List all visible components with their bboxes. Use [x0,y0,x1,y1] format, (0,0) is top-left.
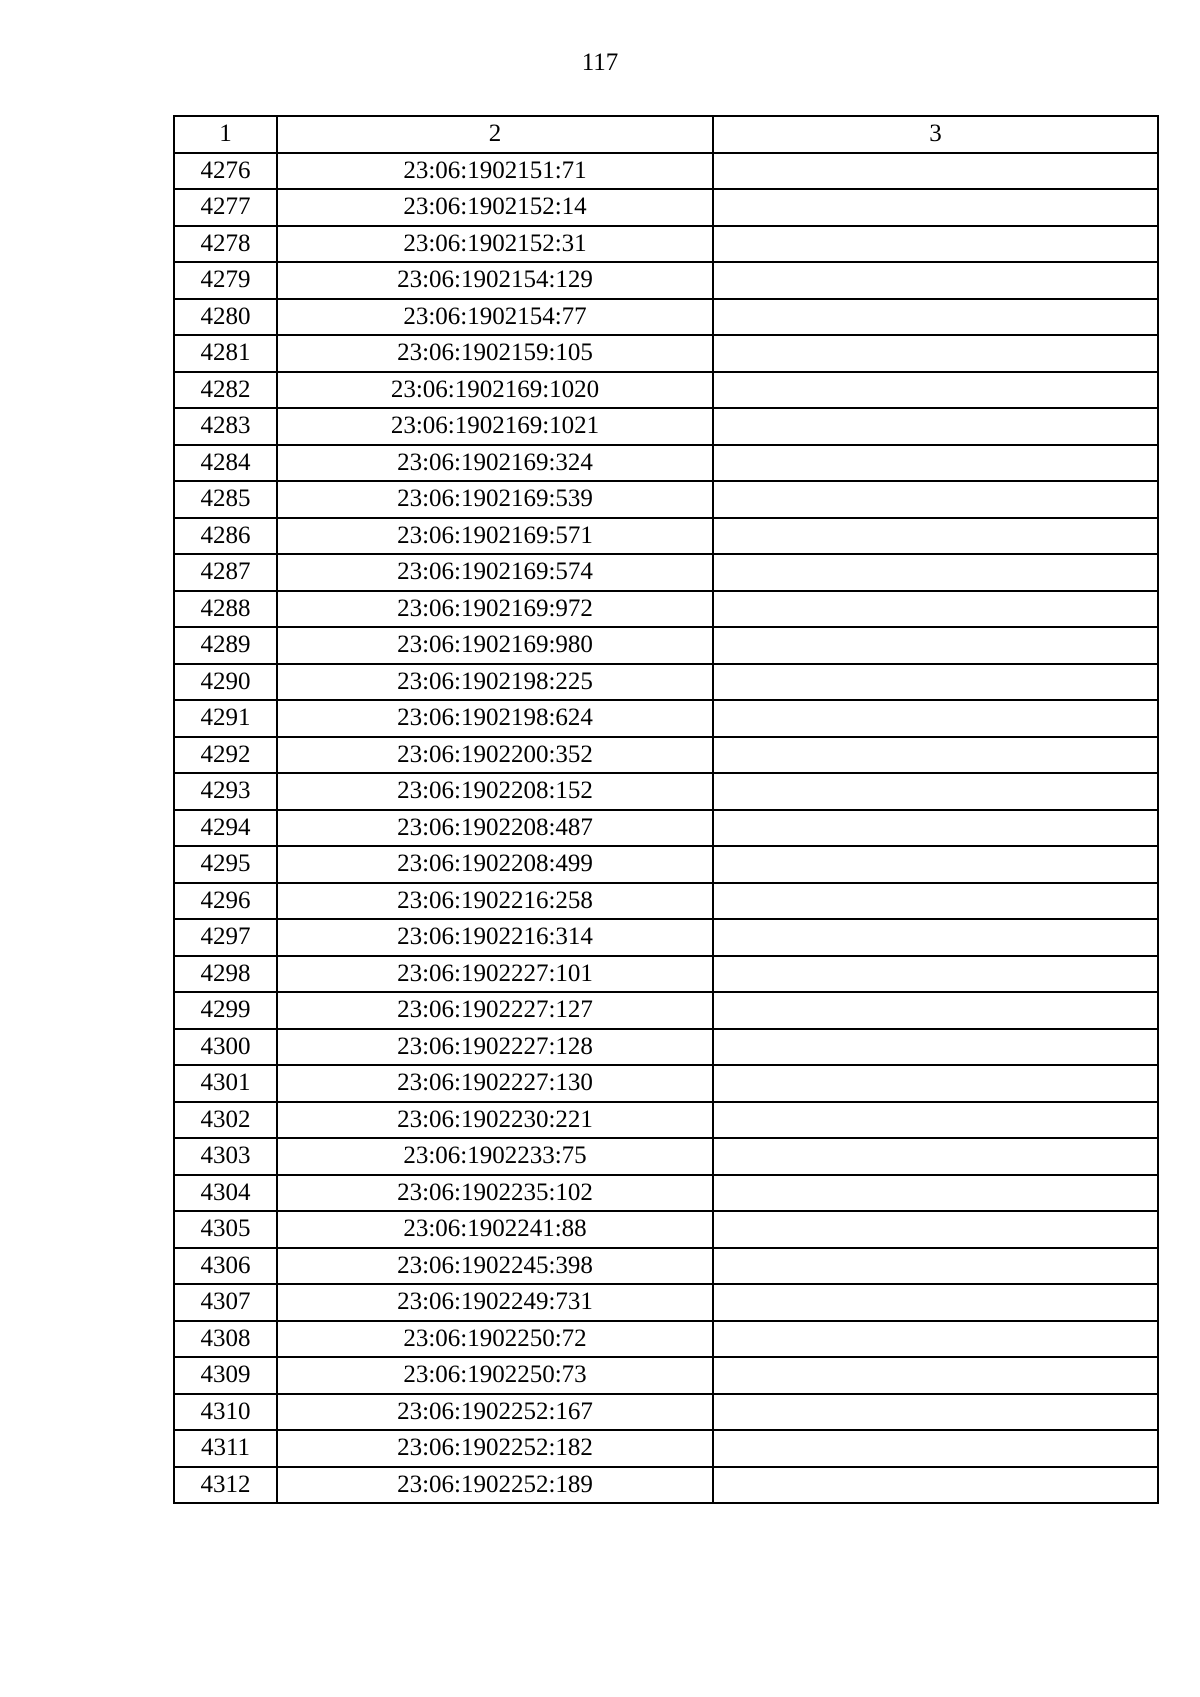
cadastral-number-cell: 23:06:1902169:324 [277,445,713,482]
note-cell [713,700,1158,737]
row-number-cell: 4292 [174,737,277,774]
table-row [174,883,1158,920]
page-number: 117 [581,49,619,76]
row-number-cell: 4299 [174,992,277,1029]
note-cell [713,408,1158,445]
note-cell [713,153,1158,190]
note-cell [713,1138,1158,1175]
table-row [174,737,1158,774]
table-row [174,1394,1158,1431]
cadastral-number-cell: 23:06:1902241:88 [277,1211,713,1248]
cadastral-number-cell: 23:06:1902252:167 [277,1394,713,1431]
cadastral-number-cell: 23:06:1902169:571 [277,518,713,555]
row-number-cell: 4305 [174,1211,277,1248]
cadastral-table [173,115,1159,1504]
row-number-cell: 4291 [174,700,277,737]
note-cell [713,481,1158,518]
note-cell [713,992,1158,1029]
table-row [174,1138,1158,1175]
cadastral-number-cell: 23:06:1902154:129 [277,262,713,299]
row-number-cell: 4284 [174,445,277,482]
cadastral-number-cell: 23:06:1902252:182 [277,1430,713,1467]
cadastral-number-cell: 23:06:1902198:624 [277,700,713,737]
table-row [174,1029,1158,1066]
row-number-cell: 4302 [174,1102,277,1139]
cadastral-number-cell: 23:06:1902169:972 [277,591,713,628]
note-cell [713,919,1158,956]
cadastral-number-cell: 23:06:1902152:31 [277,226,713,263]
note-cell [713,335,1158,372]
row-number-cell: 4296 [174,883,277,920]
cadastral-number-cell: 23:06:1902227:130 [277,1065,713,1102]
column-header-3: 3 [713,116,1158,153]
cadastral-number-cell: 23:06:1902245:398 [277,1248,713,1285]
table-row [174,445,1158,482]
note-cell [713,664,1158,701]
table-row [174,554,1158,591]
row-number-cell: 4295 [174,846,277,883]
cadastral-number-cell: 23:06:1902198:225 [277,664,713,701]
row-number-cell: 4282 [174,372,277,409]
row-number-cell: 4294 [174,810,277,847]
row-number-cell: 4278 [174,226,277,263]
table-row [174,1065,1158,1102]
table-row [174,591,1158,628]
table-body [174,116,1158,1503]
cadastral-number-cell: 23:06:1902159:105 [277,335,713,372]
row-number-cell: 4290 [174,664,277,701]
note-cell [713,773,1158,810]
table-header-row [174,116,1158,153]
table-row [174,299,1158,336]
row-number-cell: 4286 [174,518,277,555]
table-row [174,1175,1158,1212]
table-row [174,1467,1158,1504]
table-row [174,481,1158,518]
row-number-cell: 4298 [174,956,277,993]
table-row [174,518,1158,555]
note-cell [713,1357,1158,1394]
note-cell [713,518,1158,555]
table-row [174,664,1158,701]
cadastral-number-cell: 23:06:1902250:72 [277,1321,713,1358]
note-cell [713,956,1158,993]
table-row [174,1211,1158,1248]
table-row [174,810,1158,847]
row-number-cell: 4283 [174,408,277,445]
row-number-cell: 4301 [174,1065,277,1102]
row-number-cell: 4297 [174,919,277,956]
note-cell [713,846,1158,883]
cadastral-number-cell: 23:06:1902169:980 [277,627,713,664]
note-cell [713,1394,1158,1431]
column-header-2: 2 [277,116,713,153]
cadastral-number-cell: 23:06:1902252:189 [277,1467,713,1504]
cadastral-number-cell: 23:06:1902169:1021 [277,408,713,445]
row-number-cell: 4293 [174,773,277,810]
cadastral-number-cell: 23:06:1902216:314 [277,919,713,956]
table-row [174,408,1158,445]
table-row [174,226,1158,263]
cadastral-number-cell: 23:06:1902200:352 [277,737,713,774]
row-number-cell: 4307 [174,1284,277,1321]
row-number-cell: 4279 [174,262,277,299]
table-row [174,992,1158,1029]
cadastral-number-cell: 23:06:1902227:128 [277,1029,713,1066]
note-cell [713,810,1158,847]
row-number-cell: 4288 [174,591,277,628]
cadastral-number-cell: 23:06:1902169:1020 [277,372,713,409]
note-cell [713,1175,1158,1212]
note-cell [713,883,1158,920]
note-cell [713,226,1158,263]
table-row [174,1357,1158,1394]
row-number-cell: 4304 [174,1175,277,1212]
note-cell [713,262,1158,299]
table-row [174,956,1158,993]
cadastral-number-cell: 23:06:1902216:258 [277,883,713,920]
row-number-cell: 4310 [174,1394,277,1431]
note-cell [713,1321,1158,1358]
table-row [174,919,1158,956]
note-cell [713,737,1158,774]
row-number-cell: 4277 [174,189,277,226]
row-number-cell: 4309 [174,1357,277,1394]
cadastral-number-cell: 23:06:1902208:499 [277,846,713,883]
table-row [174,153,1158,190]
row-number-cell: 4285 [174,481,277,518]
row-number-cell: 4308 [174,1321,277,1358]
row-number-cell: 4281 [174,335,277,372]
cadastral-number-cell: 23:06:1902227:101 [277,956,713,993]
row-number-cell: 4311 [174,1430,277,1467]
column-header-1: 1 [174,116,277,153]
note-cell [713,1248,1158,1285]
table-row [174,1430,1158,1467]
cadastral-number-cell: 23:06:1902154:77 [277,299,713,336]
cadastral-number-cell: 23:06:1902249:731 [277,1284,713,1321]
note-cell [713,1430,1158,1467]
table-row [174,1321,1158,1358]
note-cell [713,1284,1158,1321]
row-number-cell: 4280 [174,299,277,336]
cadastral-number-cell: 23:06:1902169:539 [277,481,713,518]
row-number-cell: 4300 [174,1029,277,1066]
row-number-cell: 4306 [174,1248,277,1285]
note-cell [713,554,1158,591]
table-row [174,335,1158,372]
table-row [174,773,1158,810]
cadastral-number-cell: 23:06:1902208:487 [277,810,713,847]
note-cell [713,1102,1158,1139]
note-cell [713,1211,1158,1248]
cadastral-number-cell: 23:06:1902208:152 [277,773,713,810]
row-number-cell: 4303 [174,1138,277,1175]
table-row [174,1102,1158,1139]
note-cell [713,372,1158,409]
row-number-cell: 4287 [174,554,277,591]
note-cell [713,627,1158,664]
table-row [174,1248,1158,1285]
cadastral-number-cell: 23:06:1902151:71 [277,153,713,190]
note-cell [713,299,1158,336]
table-row [174,262,1158,299]
note-cell [713,445,1158,482]
cadastral-number-cell: 23:06:1902227:127 [277,992,713,1029]
note-cell [713,591,1158,628]
note-cell [713,1029,1158,1066]
note-cell [713,1065,1158,1102]
row-number-cell: 4276 [174,153,277,190]
cadastral-number-cell: 23:06:1902235:102 [277,1175,713,1212]
table-row [174,372,1158,409]
cadastral-number-cell: 23:06:1902152:14 [277,189,713,226]
table-row [174,846,1158,883]
note-cell [713,1467,1158,1504]
cadastral-number-cell: 23:06:1902230:221 [277,1102,713,1139]
table-row [174,189,1158,226]
cadastral-number-cell: 23:06:1902233:75 [277,1138,713,1175]
row-number-cell: 4312 [174,1467,277,1504]
table-row [174,627,1158,664]
note-cell [713,189,1158,226]
table-row [174,700,1158,737]
table-row [174,1284,1158,1321]
row-number-cell: 4289 [174,627,277,664]
cadastral-number-cell: 23:06:1902250:73 [277,1357,713,1394]
cadastral-number-cell: 23:06:1902169:574 [277,554,713,591]
